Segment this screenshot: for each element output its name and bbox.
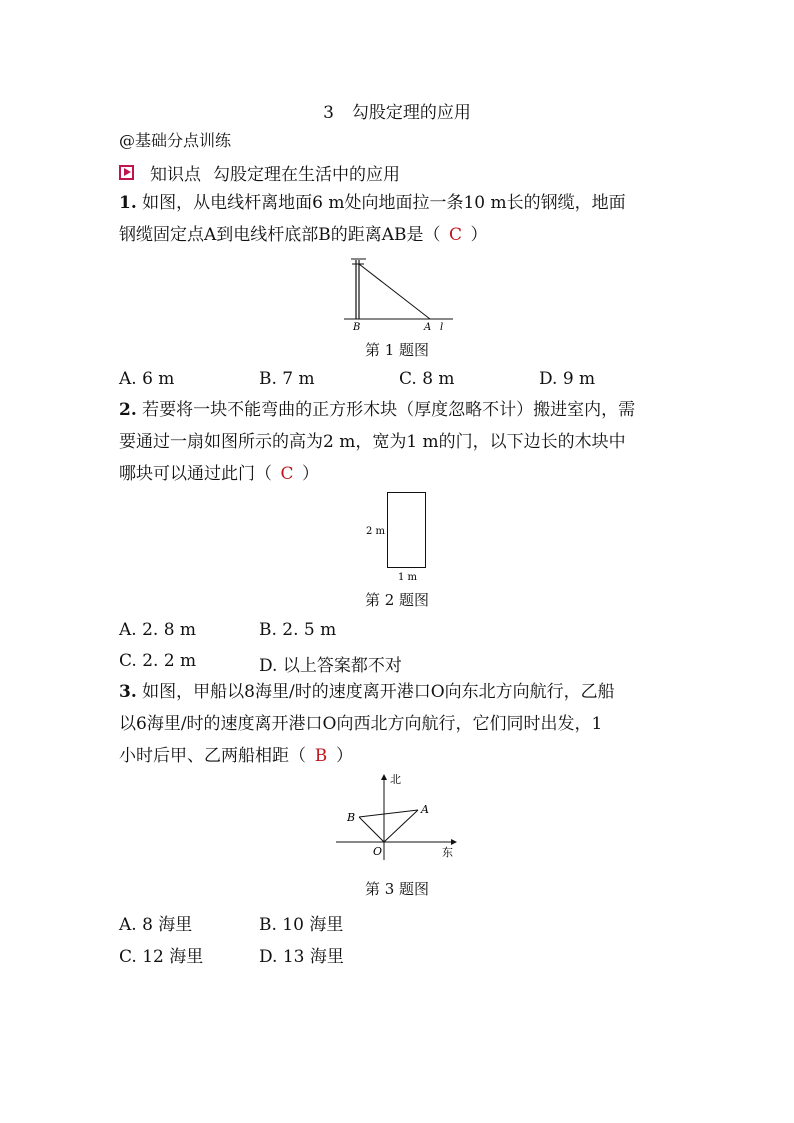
question-2-text-2: 要通过一扇如图所示的高为2 m，宽为1 m的门，以下边长的木块中 [119,432,626,452]
question-3-number: 3. [119,682,137,702]
question-3-option-b: B. 10 海里 [259,915,344,935]
section-number: 3 [323,103,334,123]
cable-line [359,264,430,319]
question-1-line-2 [119,219,679,251]
question-2-answer: C [280,464,294,484]
figure-3-compass [334,770,464,862]
question-3-answer: B [314,746,328,766]
figure-3-o-label: O [373,845,383,858]
subtitle: @基础分点训练 [119,131,232,150]
question-2-option-b: B. 2. 5 m [259,620,337,640]
figure-2-height-label: 2 m [366,526,386,537]
figure-3-a-label: A [421,803,429,816]
figure-3-east-label: 东 [442,846,453,859]
section-title-text: 勾股定理的应用 [351,103,471,123]
figure-2-width-label: 1 m [398,572,418,583]
question-2-line-3 [119,458,679,490]
question-2-line-2 [119,426,679,458]
question-2-option-d: D. 以上答案都不对 [259,656,402,676]
question-1-answer: C [449,225,463,245]
question-3-option-a: A. 8 海里 [119,915,193,935]
ship-b-path [359,817,384,842]
play-arrow-icon [119,165,134,180]
question-3-text-1: 如图，甲船以8海里/时的速度离开港口O向东北方向航行，乙船 [142,682,615,702]
figure-2-caption: 第 2 题图 [364,591,430,609]
question-1-text-1: 如图，从电线杆离地面6 m处向地面拉一条10 m长的钢缆，地面 [142,193,626,213]
question-2-number: 2. [119,400,137,420]
figure-2-door [360,488,440,584]
question-3-option-c: C. 12 海里 [119,947,204,967]
knowledge-text: 勾股定理在生活中的应用 [213,165,400,185]
ship-a-path [384,810,418,842]
question-2-option-c: C. 2. 2 m [119,651,197,671]
question-3 [119,676,679,772]
question-3-text-3: 小时后甲、乙两船相距（ [119,746,306,766]
door-rect [388,493,426,568]
question-3-option-d: D. 13 海里 [259,947,344,967]
question-1-option-b: B. 7 m [259,369,315,389]
knowledge-point [119,160,400,185]
question-1-number: 1. [119,193,137,213]
question-1-option-d: D. 9 m [539,369,596,389]
question-3-close: ） [336,746,353,766]
question-1-option-c: C. 8 m [399,369,455,389]
question-2-text-1: 若要将一块不能弯曲的正方形木块（厚度忽略不计）搬进室内，需 [142,400,636,420]
question-1 [119,187,679,251]
figure-3-north-label: 北 [390,773,401,786]
section-title [0,98,794,123]
figure-1-label-b: B [353,322,361,333]
figure-1-pole [340,252,460,334]
question-1-option-a: A. 6 m [119,369,175,389]
knowledge-label: 知识点 [150,165,201,185]
figure-3-caption: 第 3 题图 [364,880,430,898]
question-3-line-2 [119,708,679,740]
question-2 [119,394,679,490]
question-3-line-1 [119,676,679,708]
ab-segment [359,810,418,817]
question-2-text-3: 哪块可以通过此门（ [119,464,272,484]
question-2-option-a: A. 2. 8 m [119,620,197,640]
figure-1-label-l: l [440,322,444,333]
figure-1-caption: 第 1 题图 [364,341,430,359]
question-3-line-3 [119,740,679,772]
question-1-text-2: 钢缆固定点A到电线杆底部B的距离AB是（ [119,225,441,245]
figure-1-label-a: A [424,322,432,333]
question-2-close: ） [302,464,319,484]
question-1-line-1 [119,187,679,219]
figure-3-b-label: B [347,811,356,824]
question-3-text-2: 以6海里/时的速度离开港口O向西北方向航行，它们同时出发，1 [119,714,603,734]
question-1-close: ） [470,225,488,245]
question-2-line-1 [119,394,679,426]
